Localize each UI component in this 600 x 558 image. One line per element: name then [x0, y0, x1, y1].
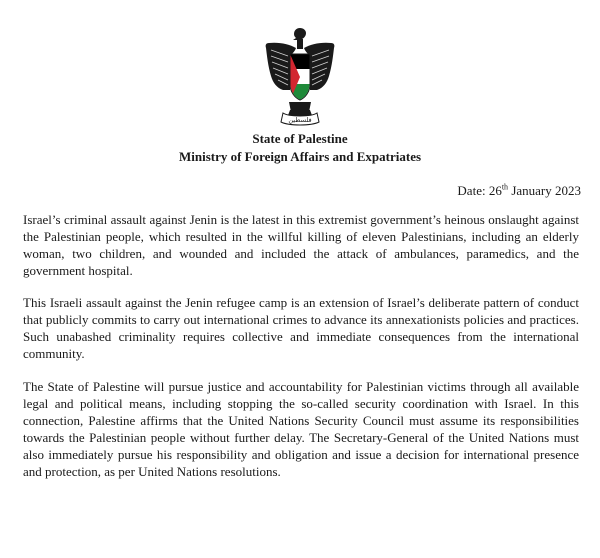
date-prefix: Date: 26 [457, 183, 502, 198]
date-ordinal-suffix: th [501, 182, 509, 192]
body-paragraph-3: The State of Palestine will pursue justice and accountability for Palestinian victims through all available legal and political means, including stopping the so-called security coordination with Israel. In this connection, Palestine affirms that the United Nations Security Council must assume its responsibilities towards the Palestinian people without further delay. The Secretary-General of the United Nations must also immediately pursue his responsibility and obligation and issue a decision for international presence and protection, as per United Nations resolutions. [23, 379, 579, 479]
date-rest: January 2023 [508, 183, 581, 198]
body-paragraph-2: This Israeli assault against the Jenin refugee camp is an extension of Israel’s deliberate pattern of conduct that publicly commits to carry out international crimes to advance its annexationists policies and practices. Such unabashed criminality requires collective and immediate consequences from the international community. [23, 295, 579, 361]
ministry-name: Ministry of Foreign Affairs and Expatriates [178, 149, 422, 164]
palestine-eagle-emblem-icon [263, 26, 337, 128]
emblem-arabic-text: فلسطين [288, 116, 312, 124]
document-date [457, 182, 581, 200]
letterhead [0, 130, 600, 166]
body-paragraph-1: Israel’s criminal assault against Jenin is the latest in this extremist government’s heinous onslaught against the Palestinian people, which resulted in the willful killing of eleven Palestinians, including an elderly woman, two children, and wounded and included the attack of ambulances, paramedics, and the government hospital. [23, 212, 579, 278]
state-name: State of Palestine [252, 131, 348, 146]
